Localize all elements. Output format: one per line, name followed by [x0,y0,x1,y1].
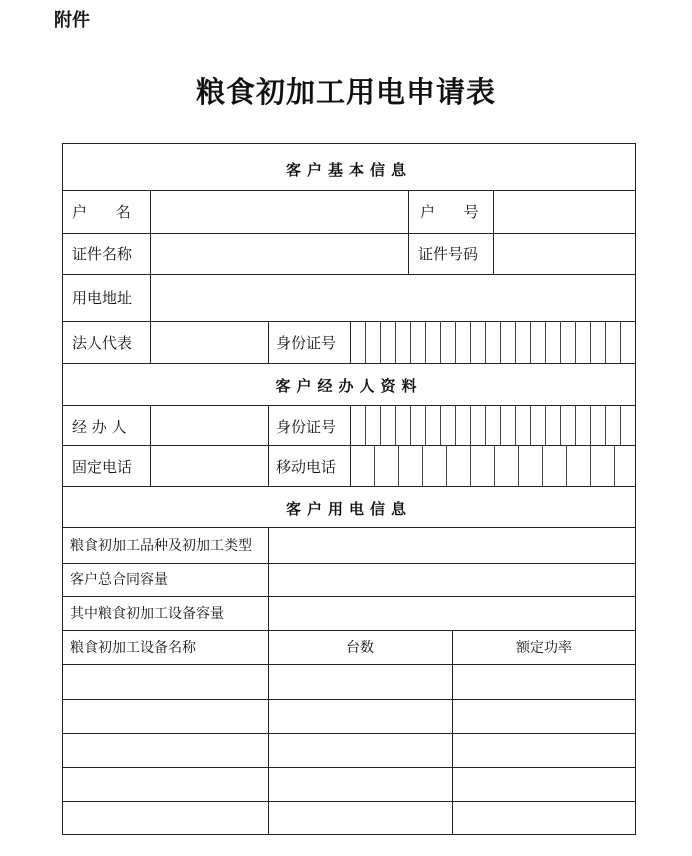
legal-rep-label: 法人代表 [72,334,133,352]
section-header-customer-basic: 客户基本信息 [285,161,412,179]
name-label: 户 名 [72,203,143,221]
agent-id-label: 身份证号 [276,418,337,436]
cert-no-label: 证件号码 [418,245,479,263]
landline-label: 固定电话 [72,458,133,476]
cert-name-label: 证件名称 [72,245,133,263]
total-capacity-label: 客户总合同容量 [70,572,168,588]
equipment-capacity-label: 其中粮食初加工设备容量 [70,606,224,622]
agent-label: 经 办 人 [72,418,127,436]
section-header-usage: 客户用电信息 [285,500,412,518]
equipment-name-header: 粮食初加工设备名称 [70,640,196,656]
application-form [62,143,636,835]
legal-rep-id-label: 身份证号 [276,334,337,352]
grain-variety-label: 粮食初加工品种及初加工类型 [70,538,252,554]
quantity-header: 台数 [346,640,374,656]
section-header-agent: 客户经办人资料 [275,377,423,395]
form-title: 粮食初加工用电申请表 [195,75,496,109]
account-no-label: 户 号 [420,203,491,221]
mobile-label: 移动电话 [276,458,337,476]
rated-power-header: 额定功率 [516,640,572,656]
attachment-label: 附件 [54,10,90,31]
address-label: 用电地址 [72,289,133,307]
